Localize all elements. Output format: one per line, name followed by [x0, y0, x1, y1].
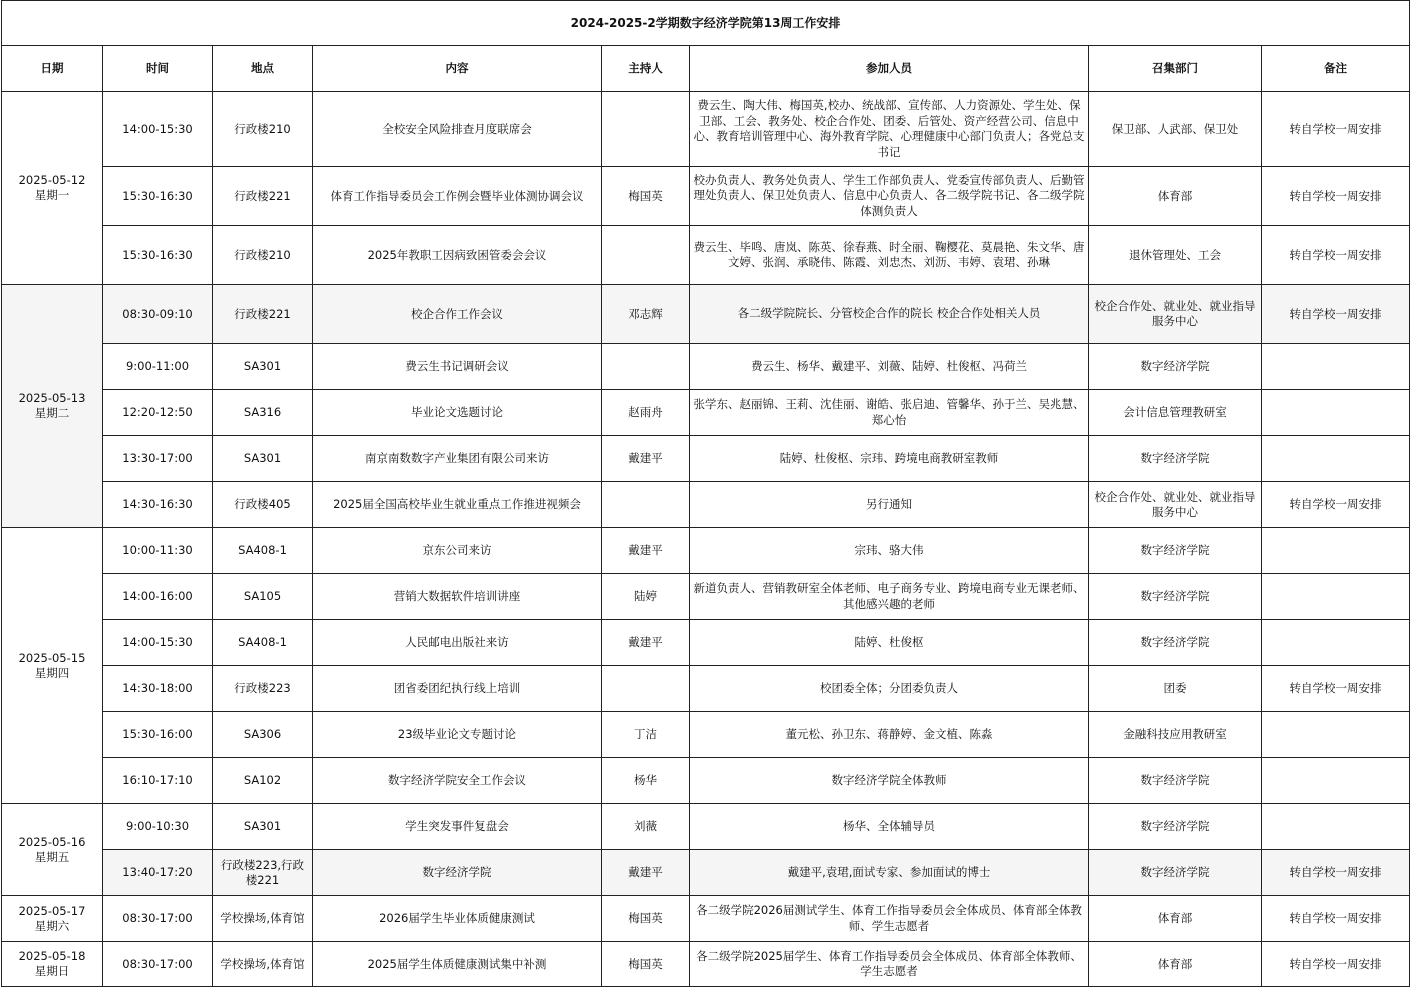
weekday-text: 星期五	[34, 849, 70, 864]
place-cell: 行政楼221	[213, 285, 313, 344]
host-cell: 丁洁	[602, 712, 690, 758]
dept-cell: 数字经济学院	[1089, 574, 1262, 620]
note-cell	[1262, 804, 1410, 850]
table-row	[2, 712, 1410, 758]
note-cell: 转自学校一周安排	[1262, 896, 1410, 942]
participants-cell: 费云生、陶大伟、梅国英,校办、统战部、宣传部、人力资源处、学生处、保卫部、工会、教务处、校企合作处、团委、后管处、资产经营公司、信息中心、教育培训管理中心、海外教育学院、心理健康中心部门负责人；各党总支书记	[690, 92, 1089, 167]
note-cell: 转自学校一周安排	[1262, 226, 1410, 285]
col-header-date: 日期	[2, 46, 103, 92]
place-cell: SA408-1	[213, 620, 313, 666]
place-cell: SA301	[213, 344, 313, 390]
dept-cell: 数字经济学院	[1089, 344, 1262, 390]
dept-cell: 保卫部、人武部、保卫处	[1089, 92, 1262, 167]
time-cell: 14:00-16:00	[103, 574, 213, 620]
time-cell: 08:30-17:00	[103, 896, 213, 942]
time-cell: 12:20-12:50	[103, 390, 213, 436]
host-cell: 梅国英	[602, 896, 690, 942]
participants-cell: 戴建平,袁珺,面试专家、参加面试的博士	[690, 850, 1089, 896]
dept-cell: 金融科技应用教研室	[1089, 712, 1262, 758]
time-cell: 9:00-10:30	[103, 804, 213, 850]
table-row	[2, 482, 1410, 528]
table-row	[2, 390, 1410, 436]
col-header-place: 地点	[213, 46, 313, 92]
place-cell: SA301	[213, 436, 313, 482]
place-cell: 行政楼210	[213, 226, 313, 285]
time-cell: 13:30-17:00	[103, 436, 213, 482]
header-row	[2, 46, 1410, 92]
weekday-text: 星期一	[34, 188, 70, 202]
participants-cell: 陆婷、杜俊枢	[690, 620, 1089, 666]
weekday-text: 星期二	[34, 406, 70, 420]
time-cell: 13:40-17:20	[103, 850, 213, 896]
table-row	[2, 167, 1410, 226]
note-cell: 转自学校一周安排	[1262, 92, 1410, 167]
table-row	[2, 942, 1410, 987]
date-text: 2025-05-16	[18, 834, 86, 849]
col-header-time: 时间	[103, 46, 213, 92]
table-row	[2, 896, 1410, 942]
participants-cell: 各二级学院2025届学生、体育工作指导委员会全体成员、体育部全体教师、学生志愿者	[690, 942, 1089, 987]
time-cell: 08:30-09:10	[103, 285, 213, 344]
note-cell	[1262, 436, 1410, 482]
host-cell: 戴建平	[602, 620, 690, 666]
dept-cell: 退休管理处、工会	[1089, 226, 1262, 285]
time-cell: 14:30-16:30	[103, 482, 213, 528]
note-cell	[1262, 574, 1410, 620]
time-cell: 15:30-16:00	[103, 712, 213, 758]
content-cell: 2025年教职工因病致困管委会会议	[313, 226, 602, 285]
table-row	[2, 804, 1410, 850]
content-cell: 团省委团纪执行线上培训	[313, 666, 602, 712]
table-row	[2, 666, 1410, 712]
date-cell	[2, 92, 103, 285]
note-cell: 转自学校一周安排	[1262, 850, 1410, 896]
table-row	[2, 528, 1410, 574]
content-cell: 2025届学生体质健康测试集中补测	[313, 942, 602, 987]
place-cell: SA102	[213, 758, 313, 804]
time-cell: 15:30-16:30	[103, 167, 213, 226]
col-header-participants: 参加人员	[690, 46, 1089, 92]
table-row	[2, 285, 1410, 344]
date-cell	[2, 942, 103, 987]
table-row	[2, 620, 1410, 666]
place-cell: 行政楼405	[213, 482, 313, 528]
participants-cell: 数字经济学院全体教师	[690, 758, 1089, 804]
note-cell: 转自学校一周安排	[1262, 666, 1410, 712]
place-cell: 学校操场,体育馆	[213, 942, 313, 987]
page-title: 2024-2025-2学期数字经济学院第13周工作安排	[2, 1, 1410, 46]
table-row	[2, 850, 1410, 896]
note-cell	[1262, 620, 1410, 666]
content-cell: 人民邮电出版社来访	[313, 620, 602, 666]
date-text: 2025-05-13	[18, 391, 86, 405]
time-cell: 15:30-16:30	[103, 226, 213, 285]
host-cell: 赵雨舟	[602, 390, 690, 436]
dept-cell: 数字经济学院	[1089, 528, 1262, 574]
date-cell	[2, 285, 103, 528]
place-cell: 行政楼210	[213, 92, 313, 167]
content-cell: 京东公司来访	[313, 528, 602, 574]
host-cell: 陆婷	[602, 574, 690, 620]
dept-cell: 体育部	[1089, 167, 1262, 226]
content-cell: 2026届学生毕业体质健康测试	[313, 896, 602, 942]
time-cell: 08:30-17:00	[103, 942, 213, 987]
col-header-note: 备注	[1262, 46, 1410, 92]
note-cell	[1262, 758, 1410, 804]
participants-cell: 另行通知	[690, 482, 1089, 528]
date-cell	[2, 896, 103, 942]
date-cell	[2, 804, 103, 896]
place-cell: 行政楼221	[213, 167, 313, 226]
time-cell: 10:00-11:30	[103, 528, 213, 574]
date-text: 2025-05-18	[18, 949, 86, 963]
place-cell: 行政楼223	[213, 666, 313, 712]
participants-cell: 杨华、全体辅导员	[690, 804, 1089, 850]
schedule-body	[2, 92, 1410, 987]
place-cell: SA301	[213, 804, 313, 850]
host-cell: 梅国英	[602, 942, 690, 987]
note-cell: 转自学校一周安排	[1262, 285, 1410, 344]
weekday-text: 星期四	[34, 665, 70, 680]
content-cell: 23级毕业论文专题讨论	[313, 712, 602, 758]
host-cell	[602, 666, 690, 712]
dept-cell: 数字经济学院	[1089, 758, 1262, 804]
place-cell: SA306	[213, 712, 313, 758]
host-cell: 杨华	[602, 758, 690, 804]
time-cell: 9:00-11:00	[103, 344, 213, 390]
participants-cell: 张学东、赵丽锦、王莉、沈佳丽、谢皓、张启迪、管馨华、孙于兰、吴兆慧、郑心怡	[690, 390, 1089, 436]
dept-cell: 体育部	[1089, 942, 1262, 987]
table-row	[2, 226, 1410, 285]
note-cell: 转自学校一周安排	[1262, 167, 1410, 226]
time-cell: 16:10-17:10	[103, 758, 213, 804]
host-cell: 戴建平	[602, 528, 690, 574]
host-cell	[602, 92, 690, 167]
note-cell	[1262, 712, 1410, 758]
dept-cell: 校企合作处、就业处、就业指导服务中心	[1089, 482, 1262, 528]
content-cell: 费云生书记调研会议	[313, 344, 602, 390]
participants-cell: 各二级学院院长、分管校企合作的院长 校企合作处相关人员	[690, 285, 1089, 344]
host-cell	[602, 344, 690, 390]
participants-cell: 各二级学院2026届测试学生、体育工作指导委员会全体成员、体育部全体教师、学生志愿者	[690, 896, 1089, 942]
schedule-table	[1, 0, 1410, 987]
participants-cell: 费云生、毕鸣、唐岚、陈英、徐春燕、时全丽、鞠樱花、莫晨艳、朱文华、唐文婷、张润、承晓伟、陈霞、刘忠杰、刘沥、韦婷、袁珺、孙琳	[690, 226, 1089, 285]
table-row	[2, 574, 1410, 620]
content-cell: 南京南数数字产业集团有限公司来访	[313, 436, 602, 482]
participants-cell: 陆婷、杜俊枢、宗玮、跨境电商教研室教师	[690, 436, 1089, 482]
weekday-text: 星期日	[34, 964, 70, 978]
participants-cell: 校团委全体；分团委负责人	[690, 666, 1089, 712]
dept-cell: 数字经济学院	[1089, 436, 1262, 482]
host-cell: 梅国英	[602, 167, 690, 226]
note-cell	[1262, 528, 1410, 574]
place-cell: SA105	[213, 574, 313, 620]
table-row	[2, 344, 1410, 390]
content-cell: 数字经济学院安全工作会议	[313, 758, 602, 804]
participants-cell: 宗玮、骆大伟	[690, 528, 1089, 574]
content-cell: 毕业论文选题讨论	[313, 390, 602, 436]
dept-cell: 团委	[1089, 666, 1262, 712]
place-cell: 行政楼223,行政楼221	[213, 850, 313, 896]
dept-cell: 数字经济学院	[1089, 850, 1262, 896]
date-text: 2025-05-17	[18, 903, 86, 918]
table-row	[2, 758, 1410, 804]
content-cell: 营销大数据软件培训讲座	[313, 574, 602, 620]
host-cell	[602, 482, 690, 528]
participants-cell: 董元松、孙卫东、蒋静婷、金文植、陈淼	[690, 712, 1089, 758]
content-cell: 2025届全国高校毕业生就业重点工作推进视频会	[313, 482, 602, 528]
date-text: 2025-05-12	[18, 173, 86, 187]
content-cell: 学生突发事件复盘会	[313, 804, 602, 850]
col-header-content: 内容	[313, 46, 602, 92]
note-cell	[1262, 344, 1410, 390]
time-cell: 14:00-15:30	[103, 92, 213, 167]
content-cell: 体育工作指导委员会工作例会暨毕业体测协调会议	[313, 167, 602, 226]
table-row	[2, 436, 1410, 482]
dept-cell: 体育部	[1089, 896, 1262, 942]
content-cell: 全校安全风险排查月度联席会	[313, 92, 602, 167]
col-header-host: 主持人	[602, 46, 690, 92]
table-row	[2, 92, 1410, 167]
host-cell: 刘薇	[602, 804, 690, 850]
date-text: 2025-05-15	[18, 650, 86, 665]
date-cell	[2, 528, 103, 804]
note-cell	[1262, 390, 1410, 436]
participants-cell: 校办负责人、教务处负责人、学生工作部负责人、党委宣传部负责人、后勤管理处负责人、保卫处负责人、信息中心负责人、各二级学院书记、各二级学院体测负责人	[690, 167, 1089, 226]
participants-cell: 新道负责人、营销教研室全体老师、电子商务专业、跨境电商专业无课老师、其他感兴趣的老师	[690, 574, 1089, 620]
note-cell: 转自学校一周安排	[1262, 942, 1410, 987]
place-cell: SA316	[213, 390, 313, 436]
place-cell: SA408-1	[213, 528, 313, 574]
time-cell: 14:30-18:00	[103, 666, 213, 712]
dept-cell: 数字经济学院	[1089, 620, 1262, 666]
content-cell: 校企合作工作会议	[313, 285, 602, 344]
note-cell: 转自学校一周安排	[1262, 482, 1410, 528]
host-cell: 戴建平	[602, 436, 690, 482]
place-cell: 学校操场,体育馆	[213, 896, 313, 942]
dept-cell: 校企合作处、就业处、就业指导服务中心	[1089, 285, 1262, 344]
host-cell: 邓志辉	[602, 285, 690, 344]
dept-cell: 数字经济学院	[1089, 804, 1262, 850]
col-header-dept: 召集部门	[1089, 46, 1262, 92]
weekday-text: 星期六	[34, 918, 70, 933]
dept-cell: 会计信息管理教研室	[1089, 390, 1262, 436]
content-cell: 数字经济学院	[313, 850, 602, 896]
time-cell: 14:00-15:30	[103, 620, 213, 666]
participants-cell: 费云生、杨华、戴建平、刘薇、陆婷、杜俊枢、冯荷兰	[690, 344, 1089, 390]
host-cell	[602, 226, 690, 285]
host-cell: 戴建平	[602, 850, 690, 896]
